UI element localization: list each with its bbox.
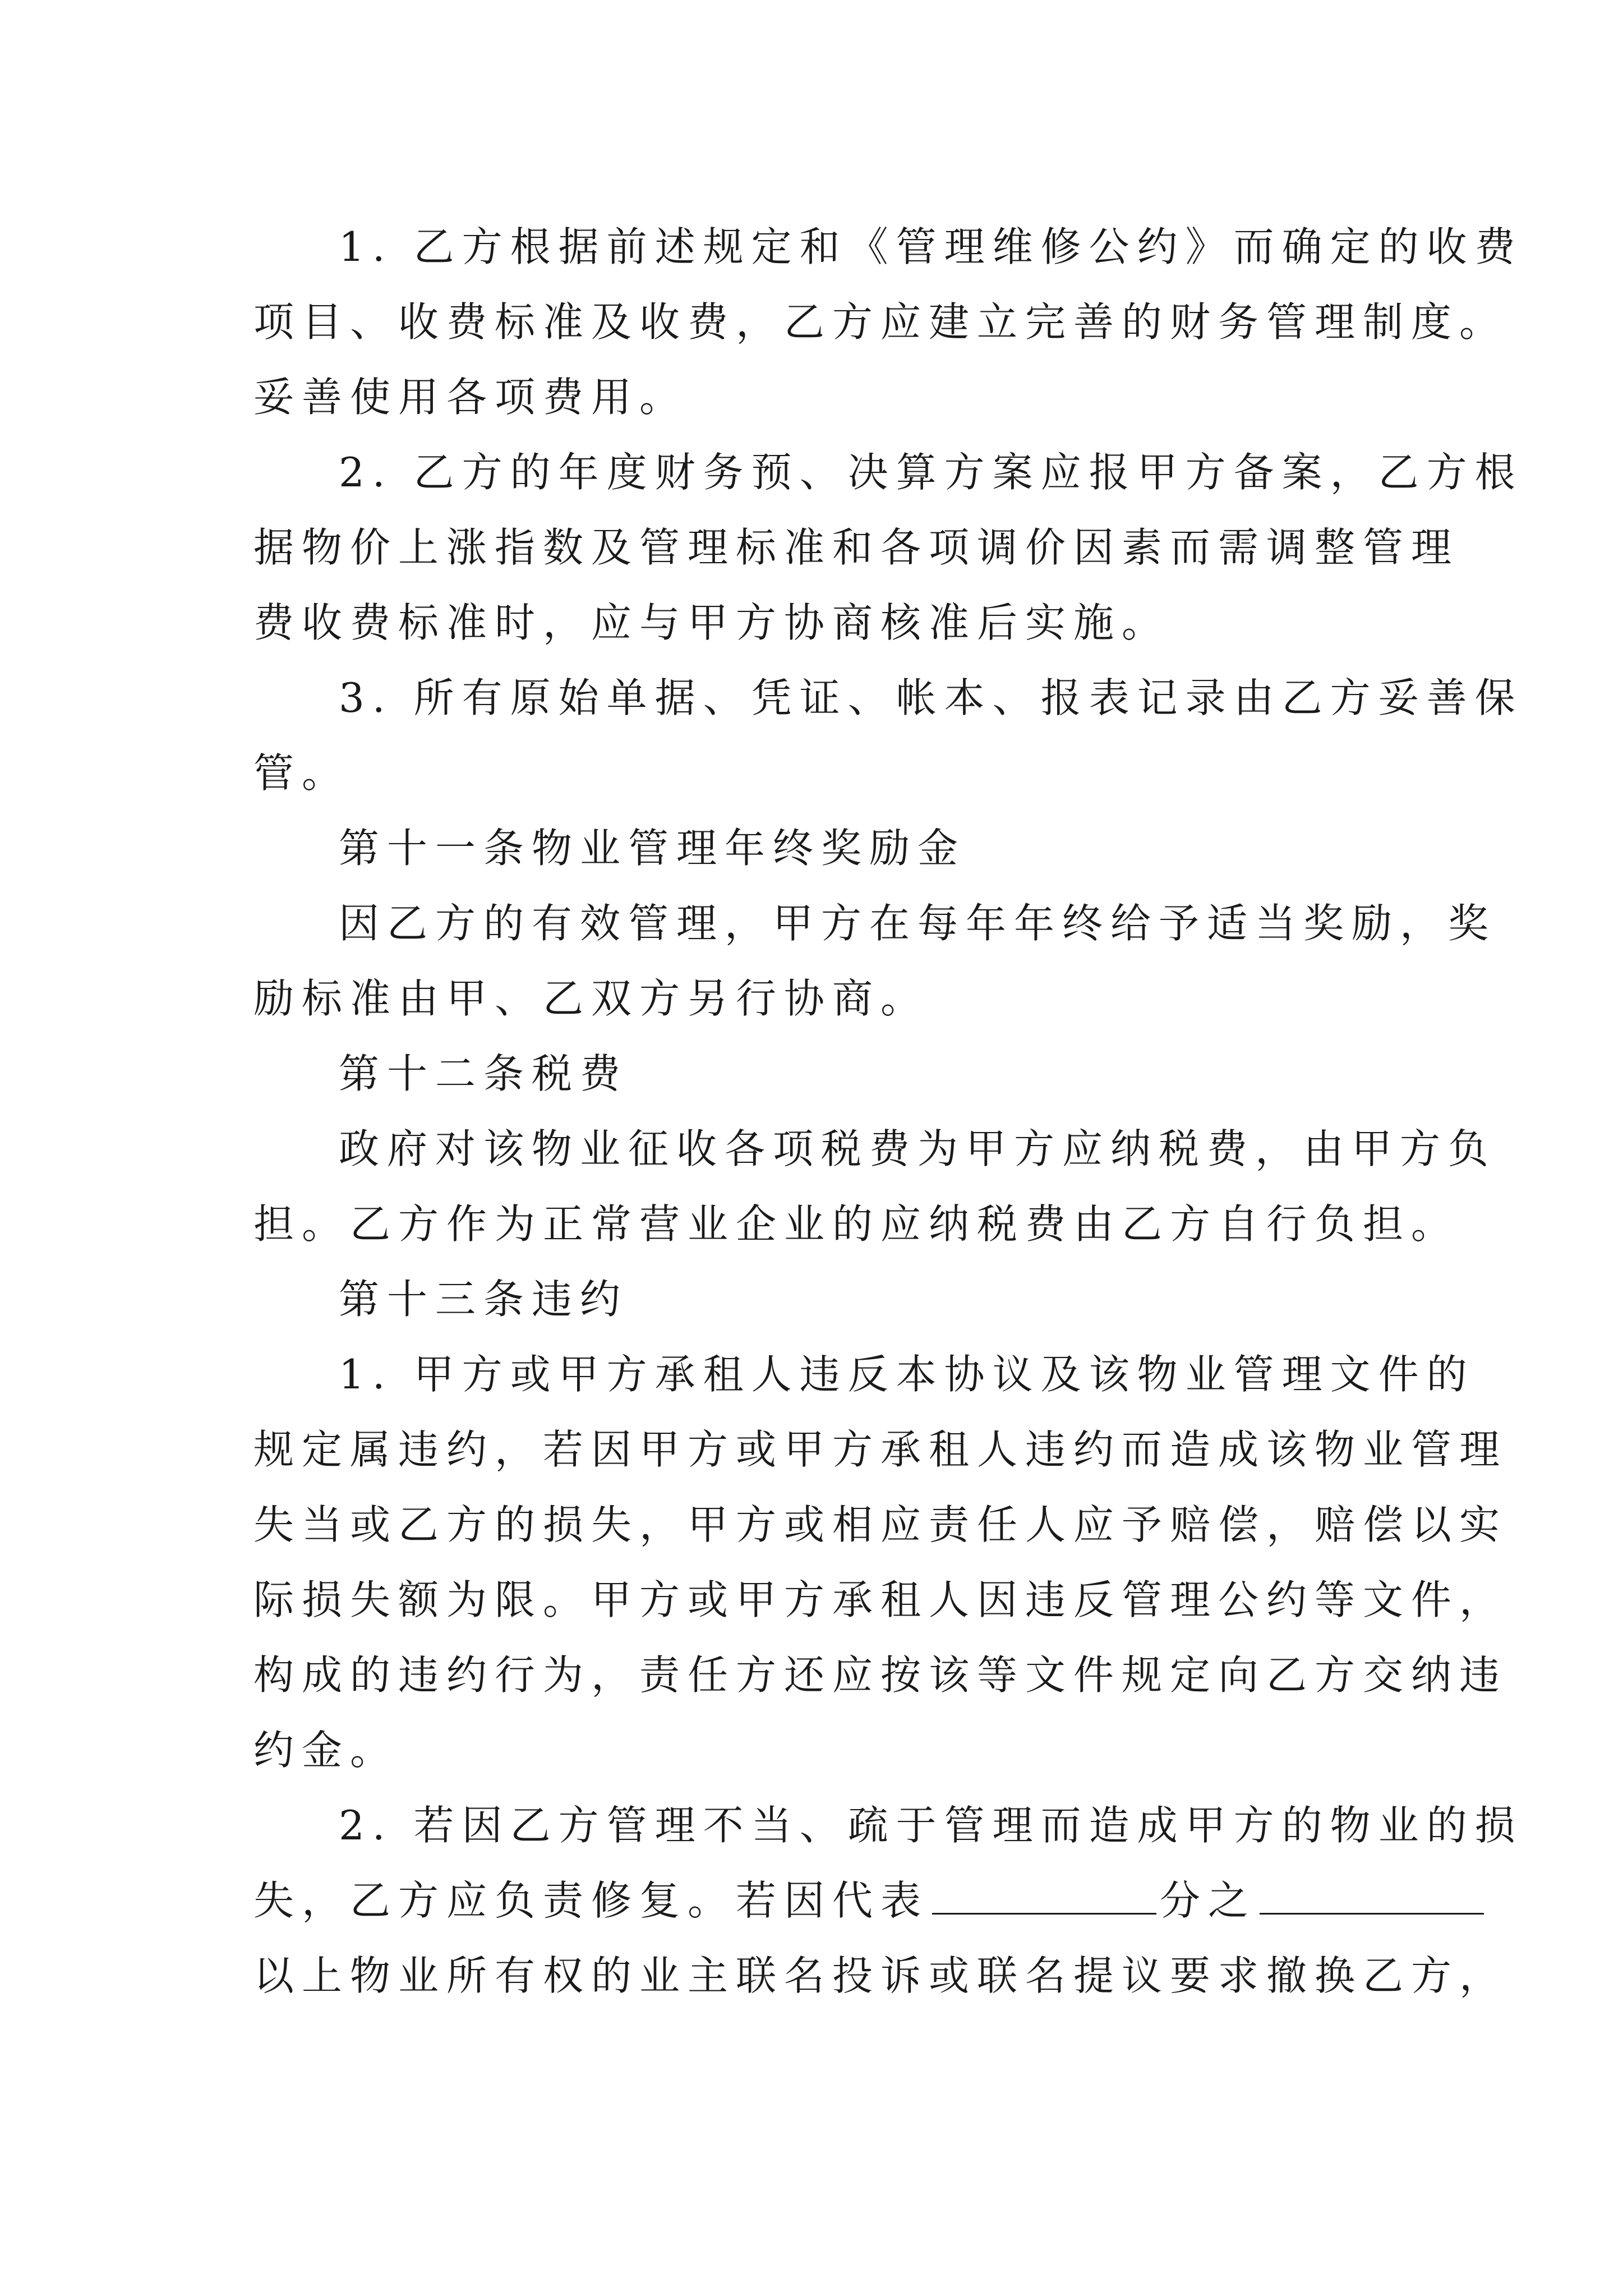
paragraph-line: 2. 若因乙方管理不当、疏于管理而造成甲方的物业的损	[339, 1802, 1523, 1849]
fill-in-blank[interactable]	[1260, 1879, 1484, 1915]
paragraph-line: 际损失额为限。甲方或甲方承租人因违反管理公约等文件，	[253, 1576, 1508, 1623]
paragraph-line: 3. 所有原始单据、凭证、帐本、报表记录由乙方妥善保	[339, 674, 1523, 721]
paragraph-line: 因乙方的有效管理，甲方在每年年终给予适当奖励，奖	[339, 900, 1497, 947]
paragraph-line: 规定属违约，若因甲方或甲方承租人违约而造成该物业管理	[253, 1426, 1508, 1473]
paragraph-line: 政府对该物业征收各项税费为甲方应纳税费，由甲方负	[339, 1125, 1497, 1172]
paragraph-line: 费收费标准时，应与甲方协商核准后实施。	[253, 599, 1170, 646]
document-body	[253, 209, 1523, 2013]
paragraph-line: 担。乙方作为正常营业企业的应纳税费由乙方自行负担。	[253, 1200, 1460, 1248]
fill-in-blank[interactable]	[932, 1879, 1156, 1915]
section-heading: 第十二条税费	[339, 1050, 629, 1097]
paragraph-line: 管。	[253, 749, 351, 797]
paragraph-line: 妥善使用各项费用。	[253, 374, 688, 421]
paragraph-line: 1. 乙方根据前述规定和《管理维修公约》而确定的收费	[339, 223, 1523, 270]
paragraph-line: 据物价上涨指数及管理标准和各项调价因素而需调整管理	[253, 524, 1460, 571]
paragraph-line: 项目、收费标准及收费，乙方应建立完善的财务管理制度。	[253, 298, 1508, 346]
paragraph-line-with-blanks	[253, 1863, 1381, 1938]
paragraph-line: 励标准由甲、乙双方另行协商。	[253, 975, 929, 1022]
paragraph-line: 1. 甲方或甲方承租人违反本协议及该物业管理文件的	[339, 1351, 1475, 1398]
paragraph-line: 2. 乙方的年度财务预、决算方案应报甲方备案，乙方根	[339, 449, 1523, 496]
blank-line-text-part2: 分之	[1160, 1877, 1257, 1924]
section-heading: 第十三条违约	[339, 1276, 629, 1323]
paragraph-line: 失当或乙方的损失，甲方或相应责任人应予赔偿，赔偿以实	[253, 1501, 1508, 1548]
section-heading: 第十一条物业管理年终奖励金	[339, 825, 966, 872]
blank-line-text-part1: 失，乙方应负责修复。若因代表	[253, 1877, 929, 1924]
paragraph-line: 构成的违约行为，责任方还应按该等文件规定向乙方交纳违	[253, 1651, 1508, 1699]
paragraph-line: 约金。	[253, 1727, 399, 1774]
paragraph-line: 以上物业所有权的业主联名投诉或联名提议要求撤换乙方，	[253, 1952, 1508, 1999]
